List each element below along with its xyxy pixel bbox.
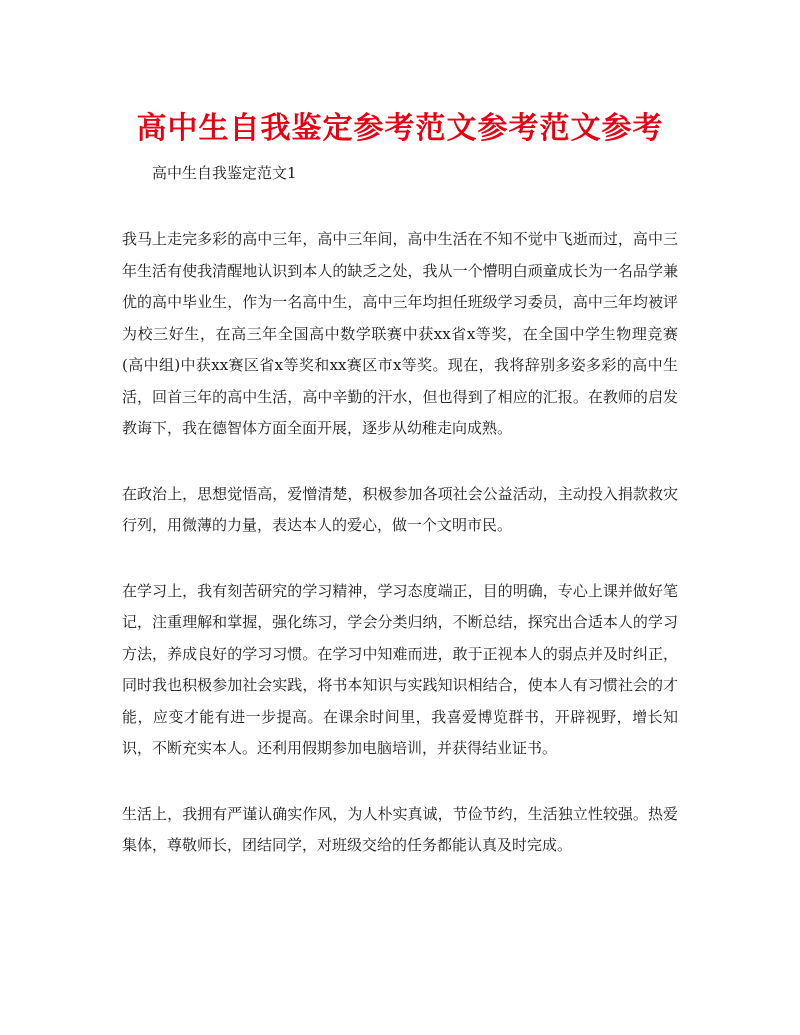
document-subtitle: 高中生自我鉴定范文1 bbox=[152, 164, 297, 182]
paragraph-life: 生活上，我拥有严谨认确实作风，为人朴实真诚，节俭节约，生活独立性较强。热爱集体，尊敬师长，团结同学，对班级交给的任务都能认真及时完成。 bbox=[122, 804, 678, 854]
paragraph-intro: 我马上走完多彩的高中三年，高中三年间，高中生活在不知不觉中飞逝而过，高中三年生活有使我清醒地认识到本人的缺乏之处，我从一个懵明白顽童成长为一名品学兼优的高中毕业生，作为一名高中生，高中三年均担任班级学习委员，高中三年均被评为校三好生，在高三年全国高中数学联赛中获xx省x等奖，在全国中学生物理竞赛(高中组)中获xx赛区省x等奖和xx赛区市x等奖。现在，我将辞别多姿多彩的高中生活，回首三年的高中生活，高中辛勤的汗水，但也得到了相应的汇报。在教师的启发教诲下，我在德智体方面全面开展，逐步从幼稚走向成熟。 bbox=[122, 230, 678, 437]
paragraph-politics: 在政治上，思想觉悟高，爱憎清楚，积极参加各项社会公益活动，主动投入捐款救灾行列，用微薄的力量，表达本人的爱心，做一个文明市民。 bbox=[122, 484, 678, 534]
paragraph-study: 在学习上，我有刻苦研究的学习精神，学习态度端正，目的明确，专心上课并做好笔记，注重理解和掌握，强化练习，学会分类归纳，不断总结，探究出合适本人的学习方法，养成良好的学习习惯。在学习中知难而进，敢于正视本人的弱点并及时纠正，同时我也积极参加社会实践，将书本知识与实践知识相结合，使本人有习惯社会的才能，应变才能有进一步提高。在课余时间里，我喜爱博览群书，开辟视野，增长知识，不断充实本人。还利用假期参加电脑培训，并获得结业证书。 bbox=[122, 581, 678, 757]
document-title: 高中生自我鉴定参考范文参考范文参考 bbox=[136, 111, 664, 146]
document-body bbox=[122, 224, 678, 896]
